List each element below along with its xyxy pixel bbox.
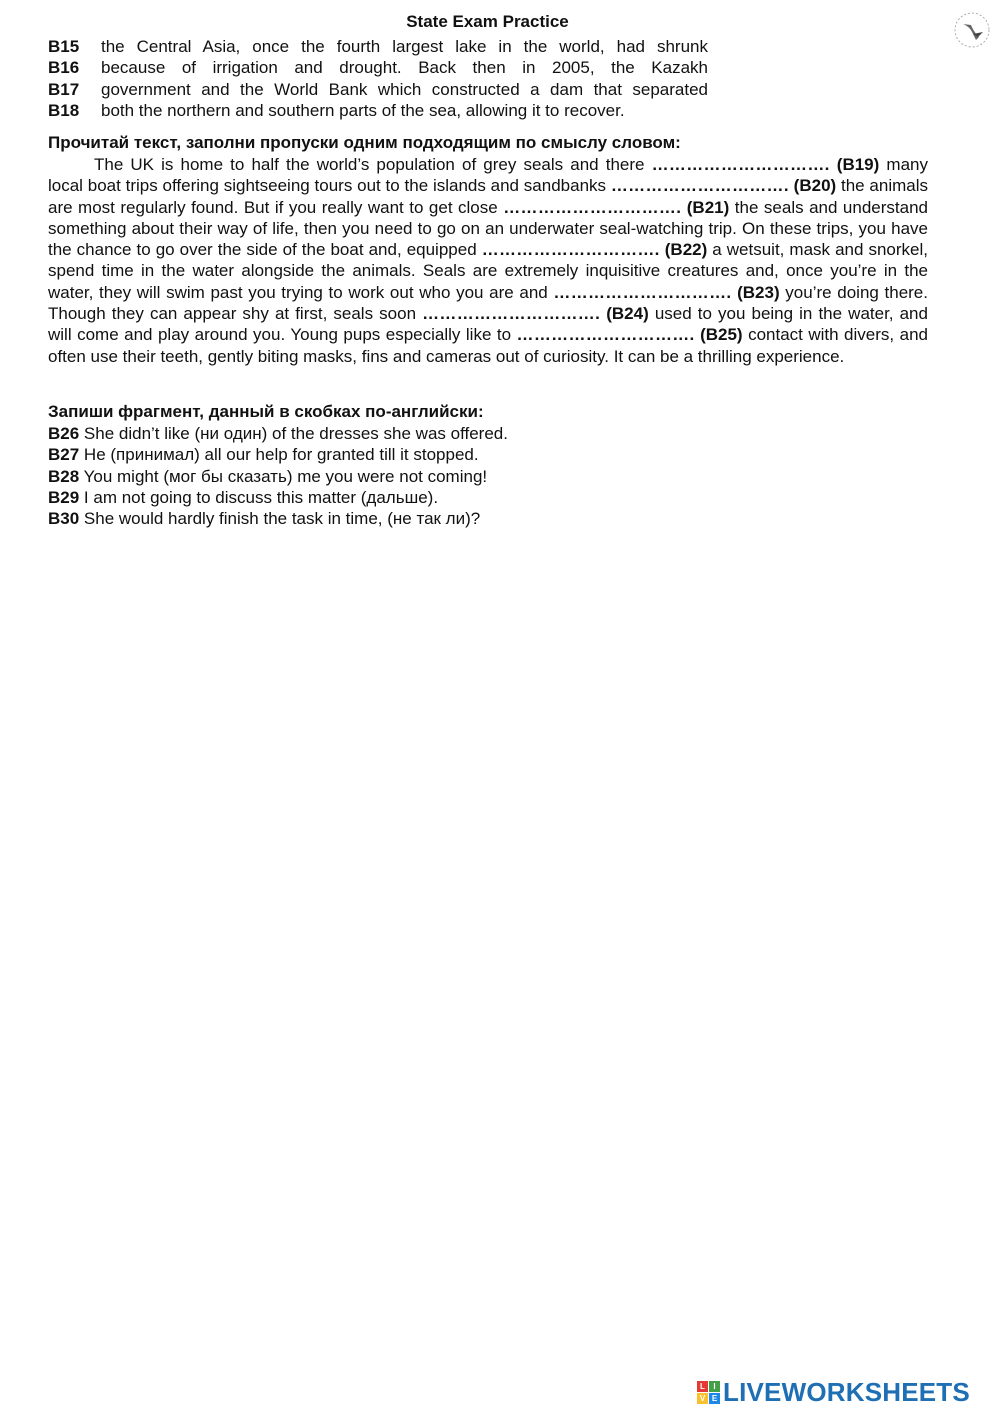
item-text: He (принимал) all our help for granted till it stopped. <box>83 445 479 465</box>
question-tag: (B20) <box>793 176 837 196</box>
list-item <box>48 508 928 529</box>
answer-blank[interactable]: …………………………. <box>651 155 830 174</box>
answer-blank[interactable]: …………………………. <box>422 304 601 324</box>
numbered-line <box>48 100 708 121</box>
item-number: B27 <box>48 445 80 465</box>
item-text: You might (мог бы сказать) me you were not coming! <box>83 466 488 486</box>
line-number: B17 <box>48 79 80 99</box>
line-text: both the northern and southern parts of the sea, allowing it to recover. <box>101 100 625 120</box>
question-tag: (B24) <box>606 304 649 324</box>
brand-mark-tile: I <box>709 1381 720 1392</box>
item-text: I am not going to discuss this matter (дальше). <box>83 487 439 507</box>
line-text: the Central Asia, once the fourth largest lake in the world, had shrunk <box>101 37 708 56</box>
answer-blank[interactable]: …………………………. <box>503 197 682 217</box>
answer-blank[interactable]: …………………………. <box>553 282 732 302</box>
liveworksheets-logo[interactable] <box>697 1377 970 1408</box>
numbered-line <box>48 79 708 100</box>
gap-fill-heading: Прочитай текст, заполни пропуски одним подходящим по смыслу словом: <box>48 133 681 152</box>
item-number: B29 <box>48 487 80 507</box>
numbered-lines <box>48 36 708 121</box>
answer-blank[interactable]: …………………………. <box>516 325 695 345</box>
passage-text: the seals and understand something about their way of life, then you need to go on an underwater seal-watching trip. On these trips, you have the chance to go over the side of the boat and, equipped <box>48 197 929 260</box>
passage-text: a wetsuit, mask and snorkel, spend time in the water alongside the animals. Seals are extremely inquisitive creatures and, once you’re in the water, they will swim past you trying to work out who you are and <box>48 240 928 302</box>
brand-mark-tile: L <box>697 1381 708 1392</box>
question-tag: (B25) <box>700 325 743 345</box>
line-text: because of irrigation and drought. Back then in 2005, the Kazakh <box>101 58 708 78</box>
passage-text: contact with divers, and often use their teeth, gently biting masks, fins and cameras out of curiosity. It can be a thrilling experience. <box>48 325 928 366</box>
question-tag: (B23) <box>737 282 780 302</box>
item-number: B30 <box>48 509 80 529</box>
brand-name: LIVEWORKSHEETS <box>723 1377 970 1407</box>
item-number: B26 <box>48 424 80 443</box>
translation-list <box>48 423 928 529</box>
line-number: B18 <box>48 100 80 120</box>
item-text: She didn’t like (ни один) of the dresses she was offered. <box>83 424 508 443</box>
question-tag: (B21) <box>686 197 730 217</box>
question-tag: (B22) <box>664 240 708 260</box>
line-number: B16 <box>48 58 80 78</box>
passage-text: The UK is home to half the world’s population of grey seals and there <box>94 155 645 174</box>
passage-text: the animals are most regularly found. But if you really want to get close <box>48 176 928 217</box>
line-text: government and the World Bank which constructed a dam that separated <box>101 79 708 99</box>
item-text: She would hardly finish the task in time, (не так ли)? <box>83 509 481 529</box>
page-title: State Exam Practice <box>406 12 569 31</box>
list-item <box>48 466 928 487</box>
passage-text: many local boat trips offering sightseeing tours out to the islands and sandbanks <box>48 155 928 196</box>
list-item <box>48 444 928 465</box>
list-item <box>48 487 928 508</box>
brand-mark-tile: E <box>709 1393 720 1404</box>
brand-mark-tile: V <box>697 1393 708 1404</box>
answer-blank[interactable]: …………………………. <box>481 240 660 260</box>
gap-fill-passage <box>48 154 928 367</box>
numbered-line <box>48 57 708 78</box>
numbered-line <box>48 36 708 57</box>
answer-blank[interactable]: …………………………. <box>610 176 789 196</box>
item-number: B28 <box>48 466 80 486</box>
question-tag: (B19) <box>836 155 880 174</box>
passage-text: used to you being in the water, and will come and play around you. Young pups especially like to <box>48 304 928 345</box>
line-number: B15 <box>48 37 80 56</box>
list-item <box>48 423 928 444</box>
translation-heading: Запиши фрагмент, данный в скобках по-английски: <box>48 402 484 421</box>
passage-text: you’re doing there. Though they can appear shy at first, seals soon <box>48 282 928 324</box>
brand-mark-icon <box>697 1381 720 1404</box>
bird-logo-icon <box>952 10 992 50</box>
